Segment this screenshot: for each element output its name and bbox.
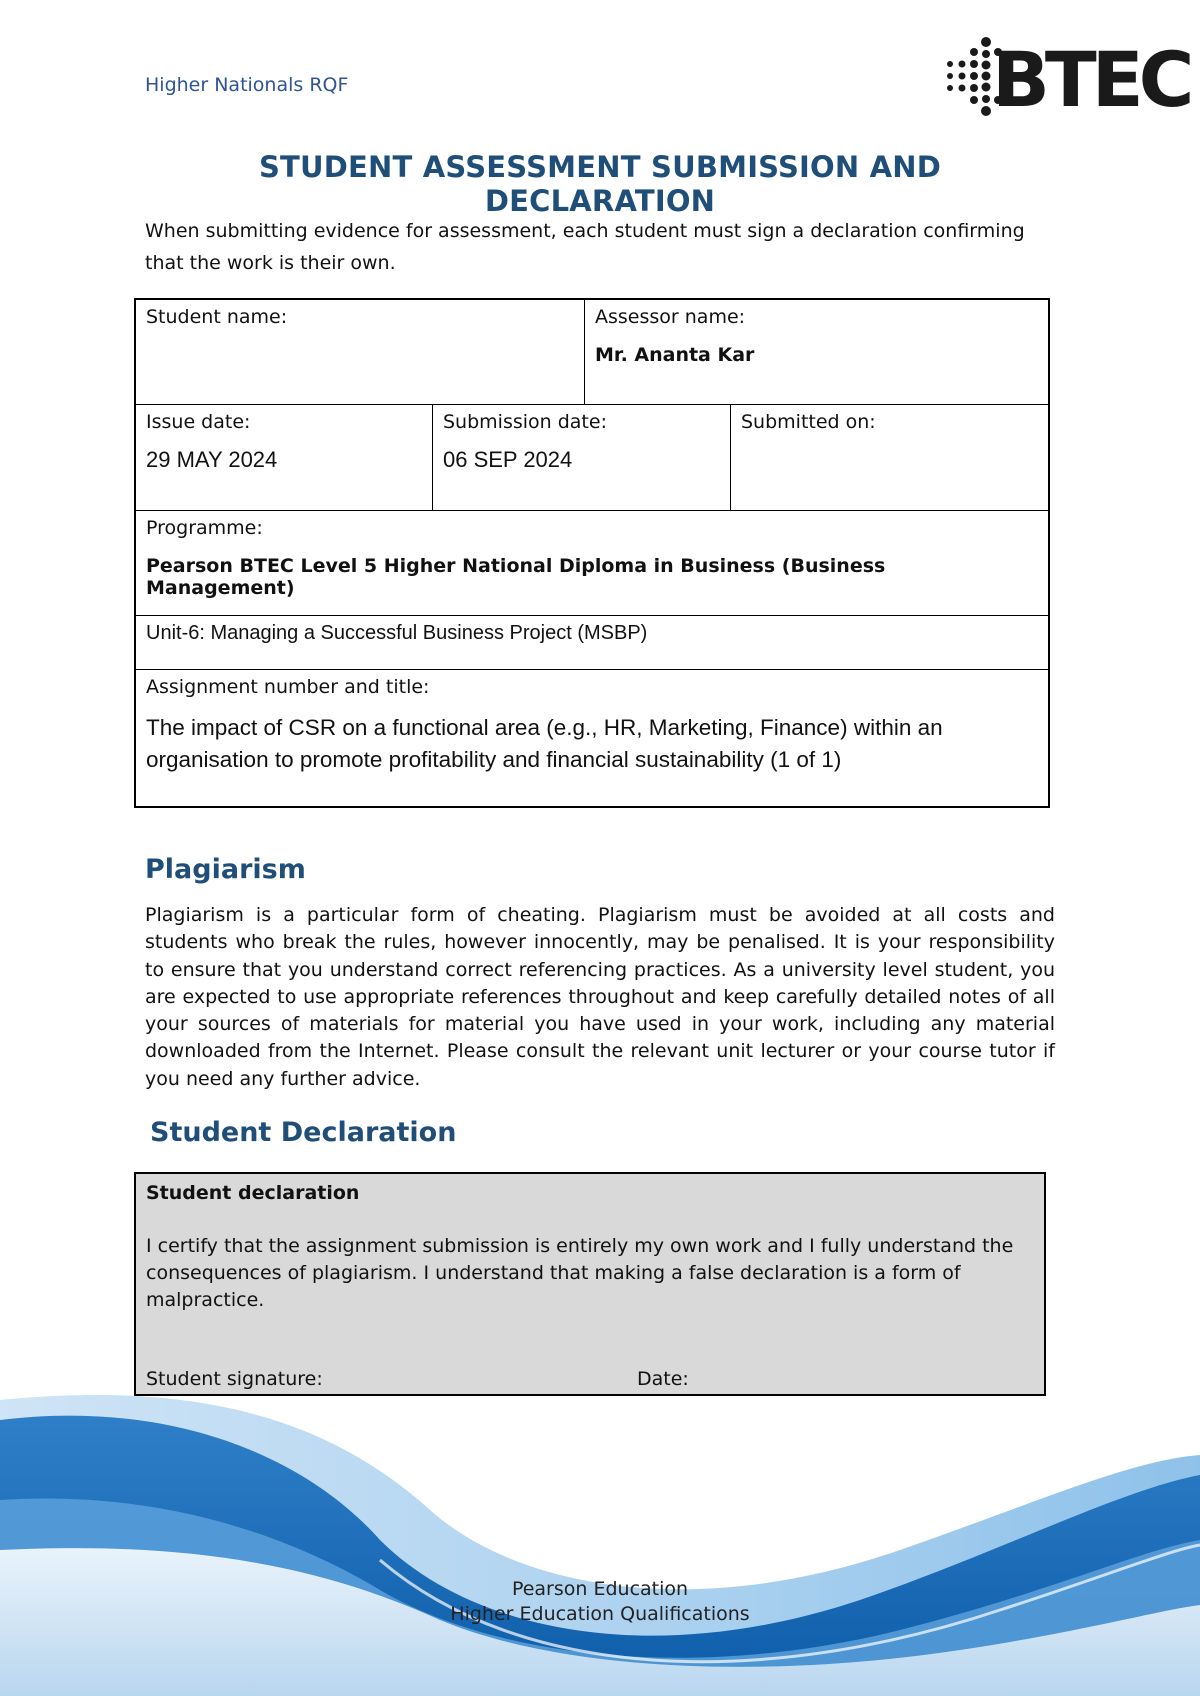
form-row-names — [136, 300, 1048, 405]
footer-line-1: Pearson Education — [511, 1578, 689, 1600]
issue-date-label: Issue date: — [146, 411, 251, 433]
plagiarism-text: Plagiarism is a particular form of cheating. Plagiarism must be avoided at all costs and students who break the rules, however innocently, may be penalised. It is your responsibility to ensure that you understand correct referencing practices. As a university level student, you are expected to use appropriate references throughout and keep carefully detailed notes of all your sources of materials for material you have used in your work, including any material downloaded from the Internet. Please consult the relevant unit lecturer or your course tutor if you need any further advice. — [145, 904, 1055, 1090]
footer-line-2: Higher Education Qualifications — [450, 1603, 750, 1625]
footer-wave-decoration — [0, 1380, 1200, 1696]
declaration-text: I certify that the assignment submission is entirely my own work and I fully understand the consequences of plagiarism. I understand that making a false declaration is a form of malpractice. — [146, 1235, 1014, 1311]
form-row-programme — [136, 511, 1048, 616]
plagiarism-heading: Plagiarism — [145, 854, 306, 885]
submitted-on-label: Submitted on: — [741, 411, 876, 433]
declaration-heading: Student Declaration — [150, 1117, 457, 1148]
student-name-label: Student name: — [146, 306, 288, 328]
signature-label: Student signature: — [146, 1368, 323, 1390]
assessor-name-cell — [584, 300, 1048, 404]
declaration-box — [134, 1172, 1046, 1396]
assignment-label: Assignment number and title: — [146, 676, 430, 698]
form-row-unit — [136, 616, 1048, 670]
submission-date-cell — [432, 405, 730, 510]
submission-date-label: Submission date: — [443, 411, 607, 433]
logo-text: BTEC — [992, 35, 1190, 124]
assessor-name-label: Assessor name: — [595, 306, 746, 328]
intro-text: When submitting evidence for assessment, each student must sign a declaration confirming that the work is their own. — [145, 220, 1025, 274]
assignment-value: The impact of CSR on a functional area (e.g., HR, Marketing, Finance) within an organisation to promote profitability and financial sustainability (1 of 1) — [146, 715, 943, 772]
form-row-assignment — [136, 670, 1048, 806]
unit-cell: Unit-6: Managing a Successful Business Project (MSBP) — [146, 622, 648, 644]
programme-label: Programme: — [146, 517, 263, 539]
date-label: Date: — [637, 1368, 689, 1390]
issue-date-cell — [136, 405, 432, 510]
programme-value: Pearson BTEC Level 5 Higher National Diploma in Business (Business Management) — [146, 555, 886, 599]
programme-cell — [136, 511, 1048, 615]
btec-logo — [944, 34, 1190, 124]
submission-date-value: 06 SEP 2024 — [443, 447, 573, 472]
student-name-cell — [136, 300, 584, 404]
submission-form-table — [134, 298, 1050, 808]
submitted-on-cell — [730, 405, 1048, 510]
declaration-box-title: Student declaration — [146, 1182, 360, 1204]
page-title: STUDENT ASSESSMENT SUBMISSION AND DECLARATION — [258, 150, 942, 218]
assessor-name-value: Mr. Ananta Kar — [595, 344, 755, 366]
assignment-cell — [136, 670, 1048, 806]
header-label: Higher Nationals RQF — [145, 74, 349, 96]
footer — [0, 1577, 1200, 1627]
form-row-dates — [136, 405, 1048, 511]
issue-date-value: 29 MAY 2024 — [146, 447, 278, 472]
